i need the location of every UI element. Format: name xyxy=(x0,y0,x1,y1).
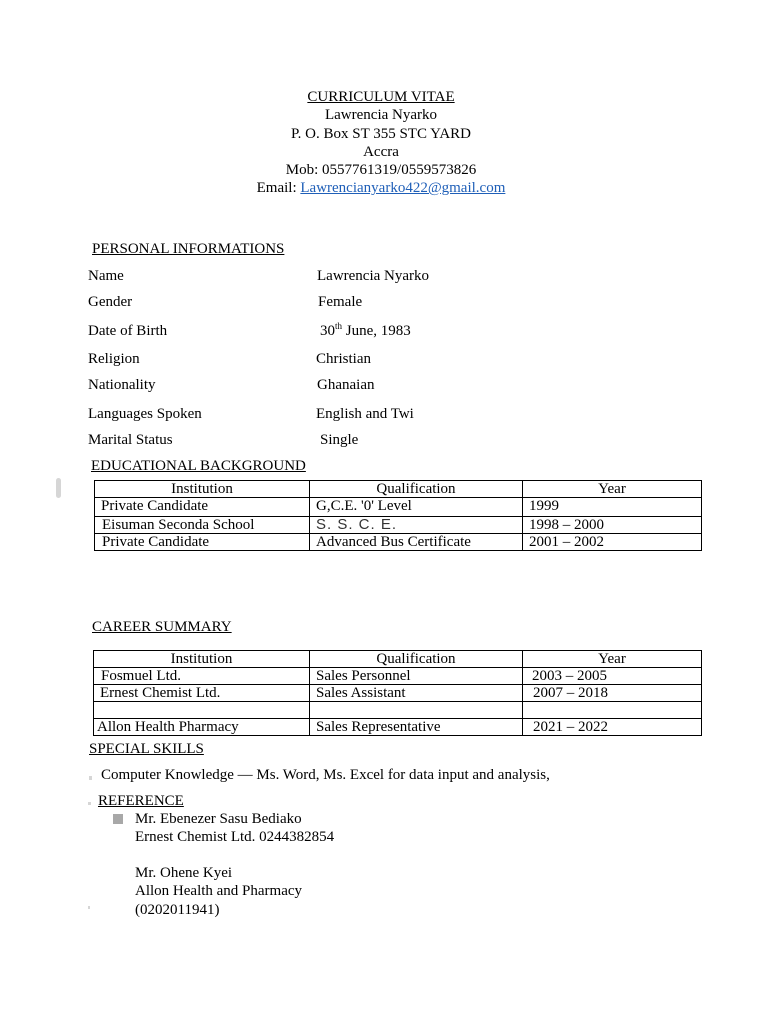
reference-heading: REFERENCE xyxy=(98,793,184,809)
career-table xyxy=(93,650,702,736)
scan-speck xyxy=(88,802,91,805)
table-cell: G,C.E. '0' Level xyxy=(310,498,523,517)
career-heading: CAREER SUMMARY xyxy=(92,619,232,635)
header-name: Lawrencia Nyarko xyxy=(324,107,438,123)
personal-value-dob: 30th June, 1983 xyxy=(320,321,411,339)
skills-heading: SPECIAL SKILLS xyxy=(89,741,204,757)
table-cell: 2003 – 2005 xyxy=(523,668,702,685)
scan-speck xyxy=(88,906,90,909)
table-cell: 1998 – 2000 xyxy=(523,517,702,534)
table-header-cell: Institution xyxy=(95,481,310,498)
table-cell: Advanced Bus Certificate xyxy=(310,534,523,551)
table-cell: Fosmuel Ltd. xyxy=(94,668,310,685)
table-cell: 1999 xyxy=(523,498,702,517)
table-cell xyxy=(523,702,702,719)
reference-2-name: Mr. Ohene Kyei xyxy=(135,865,233,881)
table-cell xyxy=(94,702,310,719)
personal-heading: PERSONAL INFORMATIONS xyxy=(92,241,285,257)
table-row xyxy=(94,685,702,702)
table-row xyxy=(94,719,702,736)
header-address-line2: Accra xyxy=(363,144,399,160)
personal-value-marital: Single xyxy=(320,432,359,448)
reference-1-detail: Ernest Chemist Ltd. 0244382854 xyxy=(135,829,335,845)
table-cell: Sales Personnel xyxy=(310,668,523,685)
personal-value-gender: Female xyxy=(318,294,363,310)
table-header-cell: Year xyxy=(523,651,702,668)
table-cell: Allon Health Pharmacy xyxy=(94,719,310,736)
personal-label-nationality: Nationality xyxy=(88,377,156,393)
personal-label-religion: Religion xyxy=(88,351,140,367)
personal-label-gender: Gender xyxy=(88,294,133,310)
reference-1-name: Mr. Ebenezer Sasu Bediako xyxy=(135,811,302,827)
personal-label-dob: Date of Birth xyxy=(88,323,168,339)
scan-speck xyxy=(56,478,61,498)
table-cell xyxy=(310,702,523,719)
personal-value-religion: Christian xyxy=(316,351,371,367)
email-link[interactable]: Lawrencianyarko422@gmail.com xyxy=(300,180,506,196)
header-address-line1: P. O. Box ST 355 STC YARD xyxy=(290,126,472,142)
table-cell: Private Candidate xyxy=(95,534,310,551)
education-table xyxy=(94,480,702,551)
reference-2-org: Allon Health and Pharmacy xyxy=(135,883,303,899)
table-header-cell: Qualification xyxy=(310,651,523,668)
reference-2-phone: (0202011941) xyxy=(135,902,220,918)
table-cell: 2021 – 2022 xyxy=(523,719,702,736)
table-row xyxy=(95,534,702,551)
personal-value-nationality: Ghanaian xyxy=(317,377,375,393)
career-table-header xyxy=(94,651,702,668)
table-row xyxy=(94,668,702,685)
scan-speck xyxy=(89,776,92,780)
table-header-cell: Qualification xyxy=(310,481,523,498)
education-table-header xyxy=(95,481,702,498)
table-cell: S. S. C. E. xyxy=(310,517,523,534)
header-mobile: Mob: 0557761319/0559573826 xyxy=(285,162,477,178)
table-cell: Eisuman Seconda School xyxy=(95,517,310,534)
personal-value-languages: English and Twi xyxy=(316,406,414,422)
personal-value-name: Lawrencia Nyarko xyxy=(317,268,430,284)
table-cell: 2001 – 2002 xyxy=(523,534,702,551)
personal-label-name: Name xyxy=(88,268,124,284)
personal-label-marital: Marital Status xyxy=(88,432,173,448)
table-cell: Sales Representative xyxy=(310,719,523,736)
table-cell: Sales Assistant xyxy=(310,685,523,702)
table-cell: Ernest Chemist Ltd. xyxy=(94,685,310,702)
table-row xyxy=(94,702,702,719)
cv-title: CURRICULUM VITAE xyxy=(307,89,455,105)
table-header-cell: Institution xyxy=(94,651,310,668)
table-row xyxy=(95,498,702,517)
email-label: Email: xyxy=(256,180,297,196)
table-cell: Private Candidate xyxy=(95,498,310,517)
table-header-cell: Year xyxy=(523,481,702,498)
table-cell: 2007 – 2018 xyxy=(523,685,702,702)
header-email-line xyxy=(0,179,762,197)
square-bullet-icon xyxy=(113,814,123,824)
education-heading: EDUCATIONAL BACKGROUND xyxy=(91,458,306,474)
table-row xyxy=(95,517,702,534)
skills-text: Computer Knowledge — Ms. Word, Ms. Excel for data input and analysis, xyxy=(101,767,550,783)
personal-label-languages: Languages Spoken xyxy=(88,406,202,422)
